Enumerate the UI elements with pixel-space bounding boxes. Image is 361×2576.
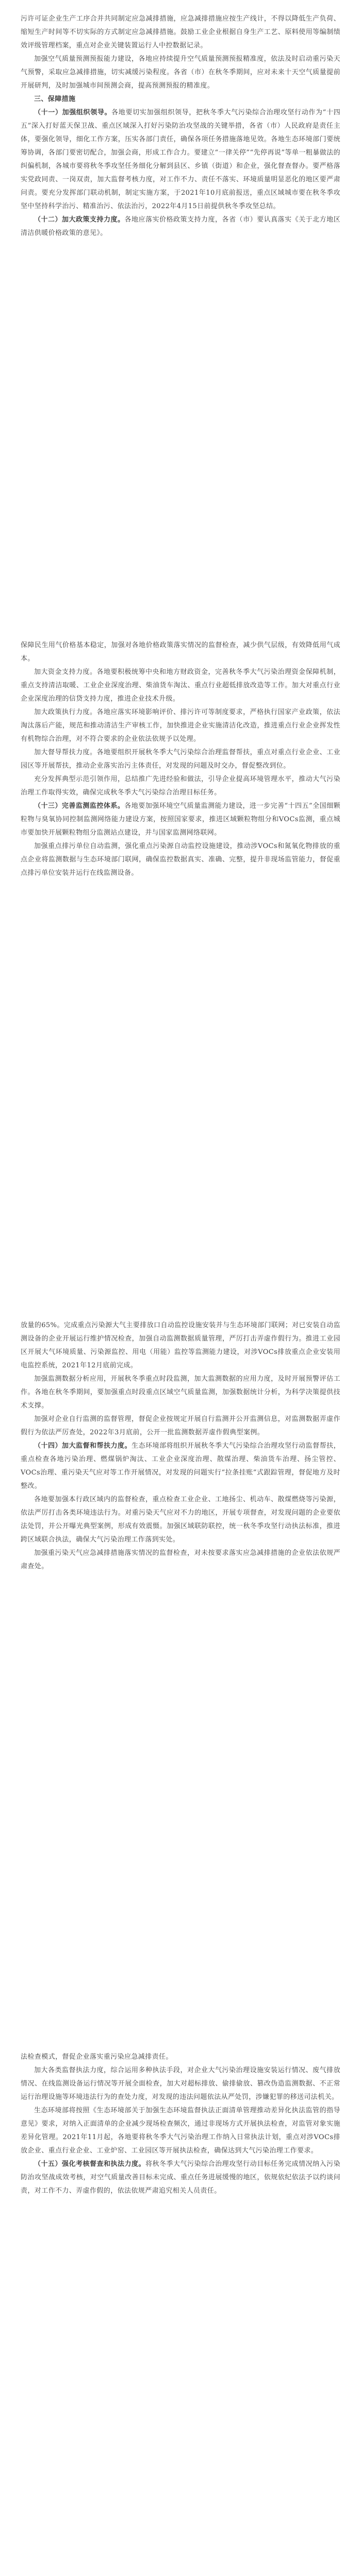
subsection-lead: （十一）加强组织领导。 [34, 109, 112, 116]
paragraph: 加大政策执行力度。各地应落实环境影响评价、排污许可等制度要求，严格执行国家产业政策，依法淘汰落后产能，规范和推动清洁生产审核工作，加快推进企业实施清洁化改造，推进重点行业企业挥发性有机物综合治理，对不符合要求的企业依法依规予以处理。 [21, 708, 340, 743]
subsection-lead: （十三）完善监测监控体系。 [34, 802, 125, 810]
subsection-body: 生态环境部将组织开展秋冬季大气污染综合治理攻坚行动监督帮扶，重点检查各地污染治理、燃煤锅炉淘汰、工业企业深度治理、散煤治理、柴油货车治理、扬尘管控、VOCs治理、重污染天气应对等工作开展情况，对发现的问题实行“拉条挂账”式跟踪管理，督促地方及时整改。 [21, 1442, 340, 1490]
paragraph: 加强重点排污单位自动监测，强化重点污染源自动监控设施建设，推动涉VOCs和氮氧化物排放的重点企业将监测数据与生态环境部门联网，确保监控数据真实、准确、完整，提升非现场监管能力，督促重点排污单位安装并运行在线监测设备。 [21, 842, 340, 877]
doc-page-3 [0, 1319, 361, 1573]
paragraph: 加强重污染天气应急减排措施落实情况的监督检查，对未按要求落实应急减排措施的企业依法依规严肃查处。 [21, 1549, 340, 1570]
subsection-body: 各地要加强环境空气质量监测能力建设，进一步完善“十四五”全国细颗粒物与臭氧协同控制监测网络能力建设方案，按照国家要求，推进区域颗粒物组分和VOCs监测，重点城市要加快开展颗粒物组分监测站点建设，并与国家监测网络联网。 [21, 802, 340, 837]
paragraph-continued: 保障民生用气价格基本稳定，加强对各地价格政策落实情况的监督检查，减少供气层级，有效降低用气成本。 [21, 641, 340, 663]
paragraph-supervision [21, 1439, 340, 1493]
subsection-body: 各地要切实加强组织领导，把秋冬季大气污染综合治理攻坚行动作为“十四五”深入打好蓝天保卫战、重点区域深入打好污染防治攻坚战的关键举措，各省（市）人民政府是责任主体，要强化领导，细化工作方案，压实各部门责任，确保各项任务措施落地见效。各地生态环境部门要统筹协调，各部门要密切配合，加强会商，形成工作合力。要建立“一律关停”“先停再说”等单一粗暴做法的纠偏机制，各城市要将秋冬季攻坚任务细化分解到县区、乡镇（街道）和企业，强化督查督办。要严格落实党政同责、一岗双责，加大监督考核力度，对工作不力、责任不落实、环境质量明显恶化的地区要严肃问责。要充分发挥部门联动机制，制定实施方案，于2021年10月底前报送，重点区域城市要在秋冬季攻坚中坚持科学治污、精准治污、依法治污，2022年4月15日前提供秋冬季攻坚总结。 [21, 109, 340, 210]
paragraph: 加大督导帮扶力度。各地要组织开展秋冬季大气污染综合治理监督帮扶，重点对重点行业企业、工业园区等开展帮扶，推动企业落实治污主体责任，对发现的问题及时交办，督促整改到位。 [21, 749, 340, 770]
paragraph-assessment [21, 2158, 340, 2198]
paragraph: 加强对企业自行监测的监督管理，督促企业按规定开展自行监测并公开监测信息，对监测数据弄虚作假行为依法严厉查处，2022年3月底前，公开一批监测数据弄虚作假典型案例。 [21, 1415, 340, 1436]
paragraph: 加大资金支持力度。各地要积极统筹中央和地方财政资金，完善秋冬季大气污染治理资金保障机制，重点支持清洁取暖、工业企业深度治理、柴油货车淘汰、重点行业超低排放改造等工作。加大对重点行业企业深度治理的信贷支持力度，推进企业技术升级。 [21, 668, 340, 703]
paragraph-policy [21, 213, 340, 240]
doc-page-2 [0, 639, 361, 880]
paragraph-organization [21, 106, 340, 213]
subsection-body: 将秋冬季大气污染综合治理攻坚行动目标任务完成情况纳入污染防治攻坚战成效考核，对空气质量改善目标未完成、重点任务进展缓慢的地区，依规依纪依法予以约谈问责，对工作不力、弄虚作假的，依法依规严肃追究相关人员责任。 [21, 2160, 341, 2195]
paragraph: 加强监测数据分析应用，开展秋冬季重点时段监测，加大监测数据的应用力度，及时开展预警评估工作。各地在秋冬季期间，要加强重点时段重点区域空气质量监测，加强数据统计分析，为科学决策提供技术支撑。 [21, 1375, 340, 1410]
subsection-body: 各地应落实价格政策支持力度，各省（市）要认真落实《关于北方地区清洁供暖价格政策的意见》。 [21, 216, 340, 237]
paragraph-continued: 放量的65%。完成重点污染源大气主要排放口自动监控设施安装并与生态环境部门联网；对已安装自动监测设备的企业开展运行维护情况检查，加强自动监测数据质量管理，严厉打击弄虚作假行为。推进工业园区开展大气环境质量、污染源监控、用电（用能）监控等监测能力建设，对涉VOCs排放重点企业安装用电监控系统，2021年12月底前完成。 [21, 1321, 340, 1369]
subsection-lead: （十四）加大监督和帮扶力度。 [34, 1442, 132, 1450]
paragraph: 充分发挥典型示范引领作用，总结推广先进经验和做法，引导企业提高环境管理水平，推动大气污染治理工作取得实效，确保完成秋冬季大气污染综合治理目标任务。 [21, 775, 340, 796]
subsection-lead: （十五）强化考核督查和执法力度。 [34, 2160, 146, 2168]
paragraph: 各地要加强本行政区域内的监督检查，重点检查工业企业、工地扬尘、机动车、散煤燃烧等污染源，依法严厉打击各类环境违法行为。对重污染天气应对不力的地区，开展专项督查，对发现问题的企业要依法处罚，并公开曝光典型案例，形成有效震慑。加强区域联防联控，统一秋冬季攻坚行动执法标准，推进跨区域联合执法，确保大气污染治理工作落到实处。 [21, 1496, 340, 1544]
section-heading: 三、保障措施 [34, 95, 76, 103]
paragraph-continued: 法检查模式，督促企业落实重污染应急减排责任。 [21, 2053, 173, 2061]
paragraph: 生态环境部将按照《生态环境部关于加强生态环境监督执法正面清单管理推动差异化执法监管的指导意见》要求，对纳入正面清单的企业减少现场检查频次，通过非现场方式开展执法检查，对监管对象实施差异化管理。2021年11月起，各地要将秋冬季大气污染治理工作纳入日常执法计划，重点对涉VOCs排放企业、重点行业企业、工业炉窑、工业园区等开展执法检查，确保达到大气污染治理工作要求。 [21, 2107, 340, 2155]
subsection-lead: （十二）加大政策支持力度。 [34, 216, 125, 224]
paragraph: 加强空气质量预测预报能力建设，各地应持续提升空气质量预测预报精准度，依法及时启动重污染天气预警，采取应急减排措施，切实减缓污染程度。各省（市）在秋冬季期间，应对未来十天空气质量提前开展研判，及时加强城市间预测会商，提高预测预报的精准度。 [21, 55, 340, 90]
paragraph-monitoring [21, 800, 340, 840]
doc-page-1 [0, 12, 361, 240]
paragraph-continued: 污许可证企业生产工序合并共同制定应急减排措施，应急减排措施应按生产线计，不得以降低生产负荷、缩短生产时间等不切实际的方式制定应急减排措施。鼓励工业企业根据自身生产工艺、原料使用等编制绩效评级管理档案，重点对企业关键装置运行人中控数据记录。 [21, 15, 340, 49]
doc-page-4 [0, 2050, 361, 2198]
paragraph: 加大各类监督执法力度，综合运用多种执法手段，对企业大气污染治理设施安装运行情况、废气排放情况、在线监测设备运行情况等开展全面检查，加大对超标排放、偷排偷放、篡改伪造监测数据、不正常运行治理设施等环境违法行为的查处力度，对发现的违法问题依法从严处罚，涉嫌犯罪的移送司法机关。 [21, 2066, 340, 2101]
